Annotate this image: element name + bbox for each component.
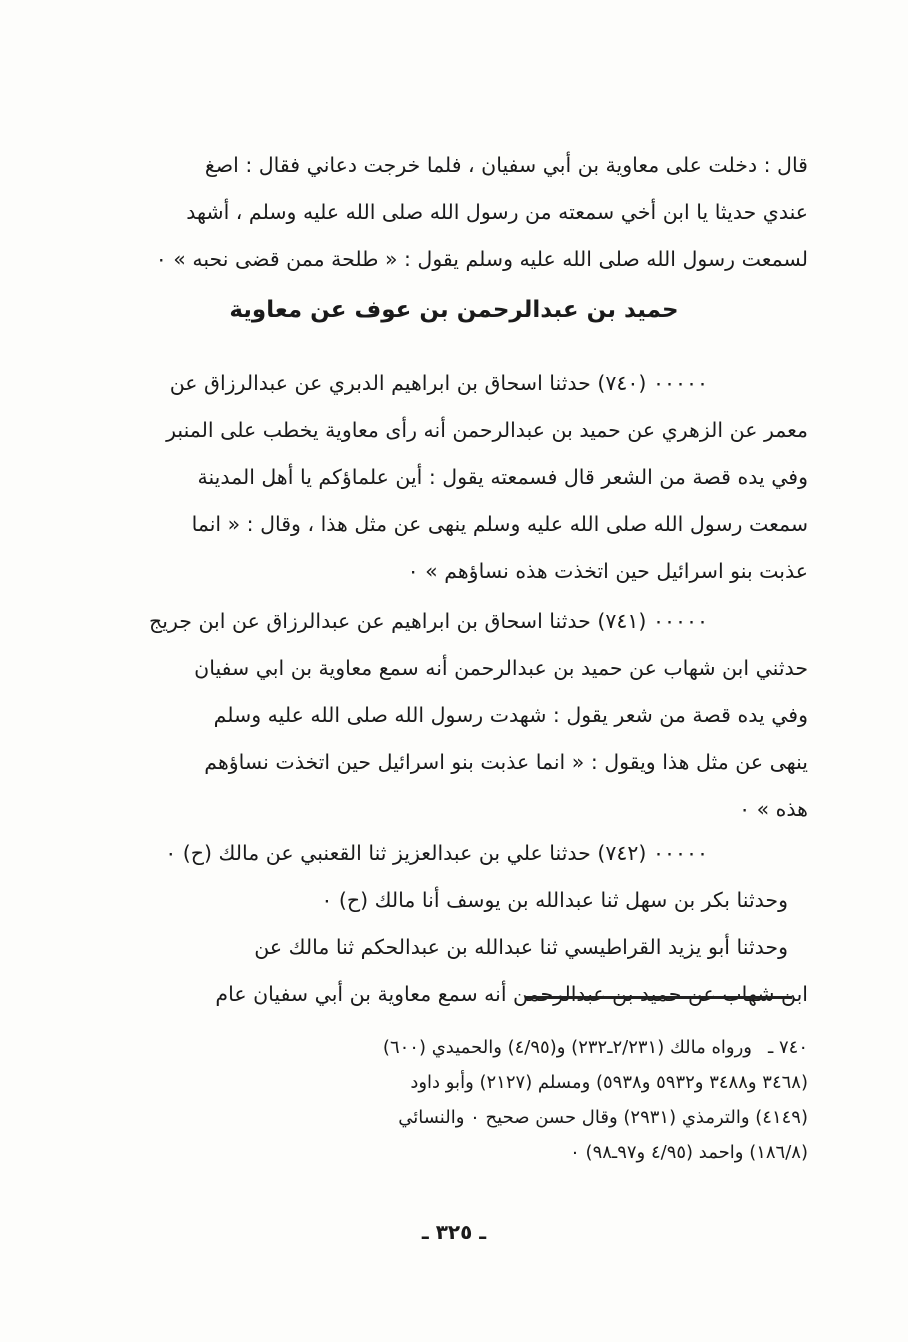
text-line: ابن شهاب عن حميد بن عبدالرحمن أنه سمع معاوية بن أبي سفيان عام — [215, 982, 808, 1006]
text-line: معمر عن الزهري عن حميد بن عبدالرحمن أنه رأى معاوية يخطب على المنبر — [166, 418, 808, 442]
footnote-divider — [526, 996, 792, 999]
text-line: وحدثنا أبو يزيد القراطيسي ثنا عبدالله بن عبدالحكم ثنا مالك عن — [254, 935, 788, 959]
text-line: هذه » ٠ — [739, 797, 808, 821]
footnote-line — [100, 1030, 808, 1065]
hadith-742-paragraph — [100, 830, 808, 1018]
hadith-740-paragraph — [100, 360, 808, 595]
footnote-block — [100, 1030, 808, 1170]
text-line: ٠٠٠٠٠ (٧٤٠) حدثنا اسحاق بن ابراهيم الدبري عن عبدالرزاق عن — [169, 371, 708, 395]
text-line: عذبت بنو اسرائيل حين اتخذت هذه نساؤهم » ٠ — [407, 559, 808, 583]
text-line: حدثني ابن شهاب عن حميد بن عبدالرحمن أنه سمع معاوية بن ابي سفيان — [194, 656, 808, 680]
text-line: وحدثنا بكر بن سهل ثنا عبدالله بن يوسف أنا مالك (ح) ٠ — [321, 888, 788, 912]
footnote-line: (١٨٦/٨) واحمد (٤/٩٥ و٩٧ـ٩٨) ٠ — [570, 1142, 808, 1163]
hadith-741-paragraph — [100, 598, 808, 833]
text-line: سمعت رسول الله صلى الله عليه وسلم ينهى عن مثل هذا ، وقال : « انما — [191, 512, 808, 536]
intro-paragraph — [100, 142, 808, 283]
footnote-line: (٤١٤٩) والترمذي (٢٩٣١) وقال حسن صحيح ٠ والنسائي — [398, 1107, 808, 1128]
text-line: قال : دخلت على معاوية بن أبي سفيان ، فلما خرجت دعاني فقال : اصغ — [204, 153, 808, 177]
text-line: ٠٠٠٠٠ (٧٤١) حدثنا اسحاق بن ابراهيم عن عبدالرزاق عن ابن جريج — [149, 609, 708, 633]
text-line: وفي يده قصة من الشعر قال فسمعته يقول : أين علماؤكم يا أهل المدينة — [197, 465, 808, 489]
text-line: عندي حديثا يا ابن أخي سمعته من رسول الله صلى الله عليه وسلم ، أشهد — [186, 200, 808, 224]
footnote-number: ٧٤٠ ـ — [767, 1037, 808, 1058]
page-number: ـ ٣٢٥ ـ — [421, 1220, 487, 1244]
text-line: ٠٠٠٠٠ (٧٤٢) حدثنا علي بن عبدالعزيز ثنا القعنبي عن مالك (ح) ٠ — [165, 841, 708, 865]
text-line: لسمعت رسول الله صلى الله عليه وسلم يقول : « طلحة ممن قضى نحبه » ٠ — [155, 247, 808, 271]
text-line: وفي يده قصة من شعر يقول : شهدت رسول الله صلى الله عليه وسلم — [213, 703, 808, 727]
text-line: ينهى عن مثل هذا ويقول : « انما عذبت بنو اسرائيل حين اتخذت نساؤهم — [204, 750, 808, 774]
footnote-line: (٣٤٦٨ و٣٤٨٨ و٥٩٣٢ و٥٩٣٨) ومسلم (٢١٢٧) وأبو داود — [410, 1072, 808, 1093]
section-heading: حميد بن عبدالرحمن بن عوف عن معاوية — [229, 297, 679, 323]
footnote-text: ورواه مالك (٢/٢٣١ـ٢٣٢) و(٤/٩٥) والحميدي (٦٠٠) — [382, 1037, 752, 1058]
